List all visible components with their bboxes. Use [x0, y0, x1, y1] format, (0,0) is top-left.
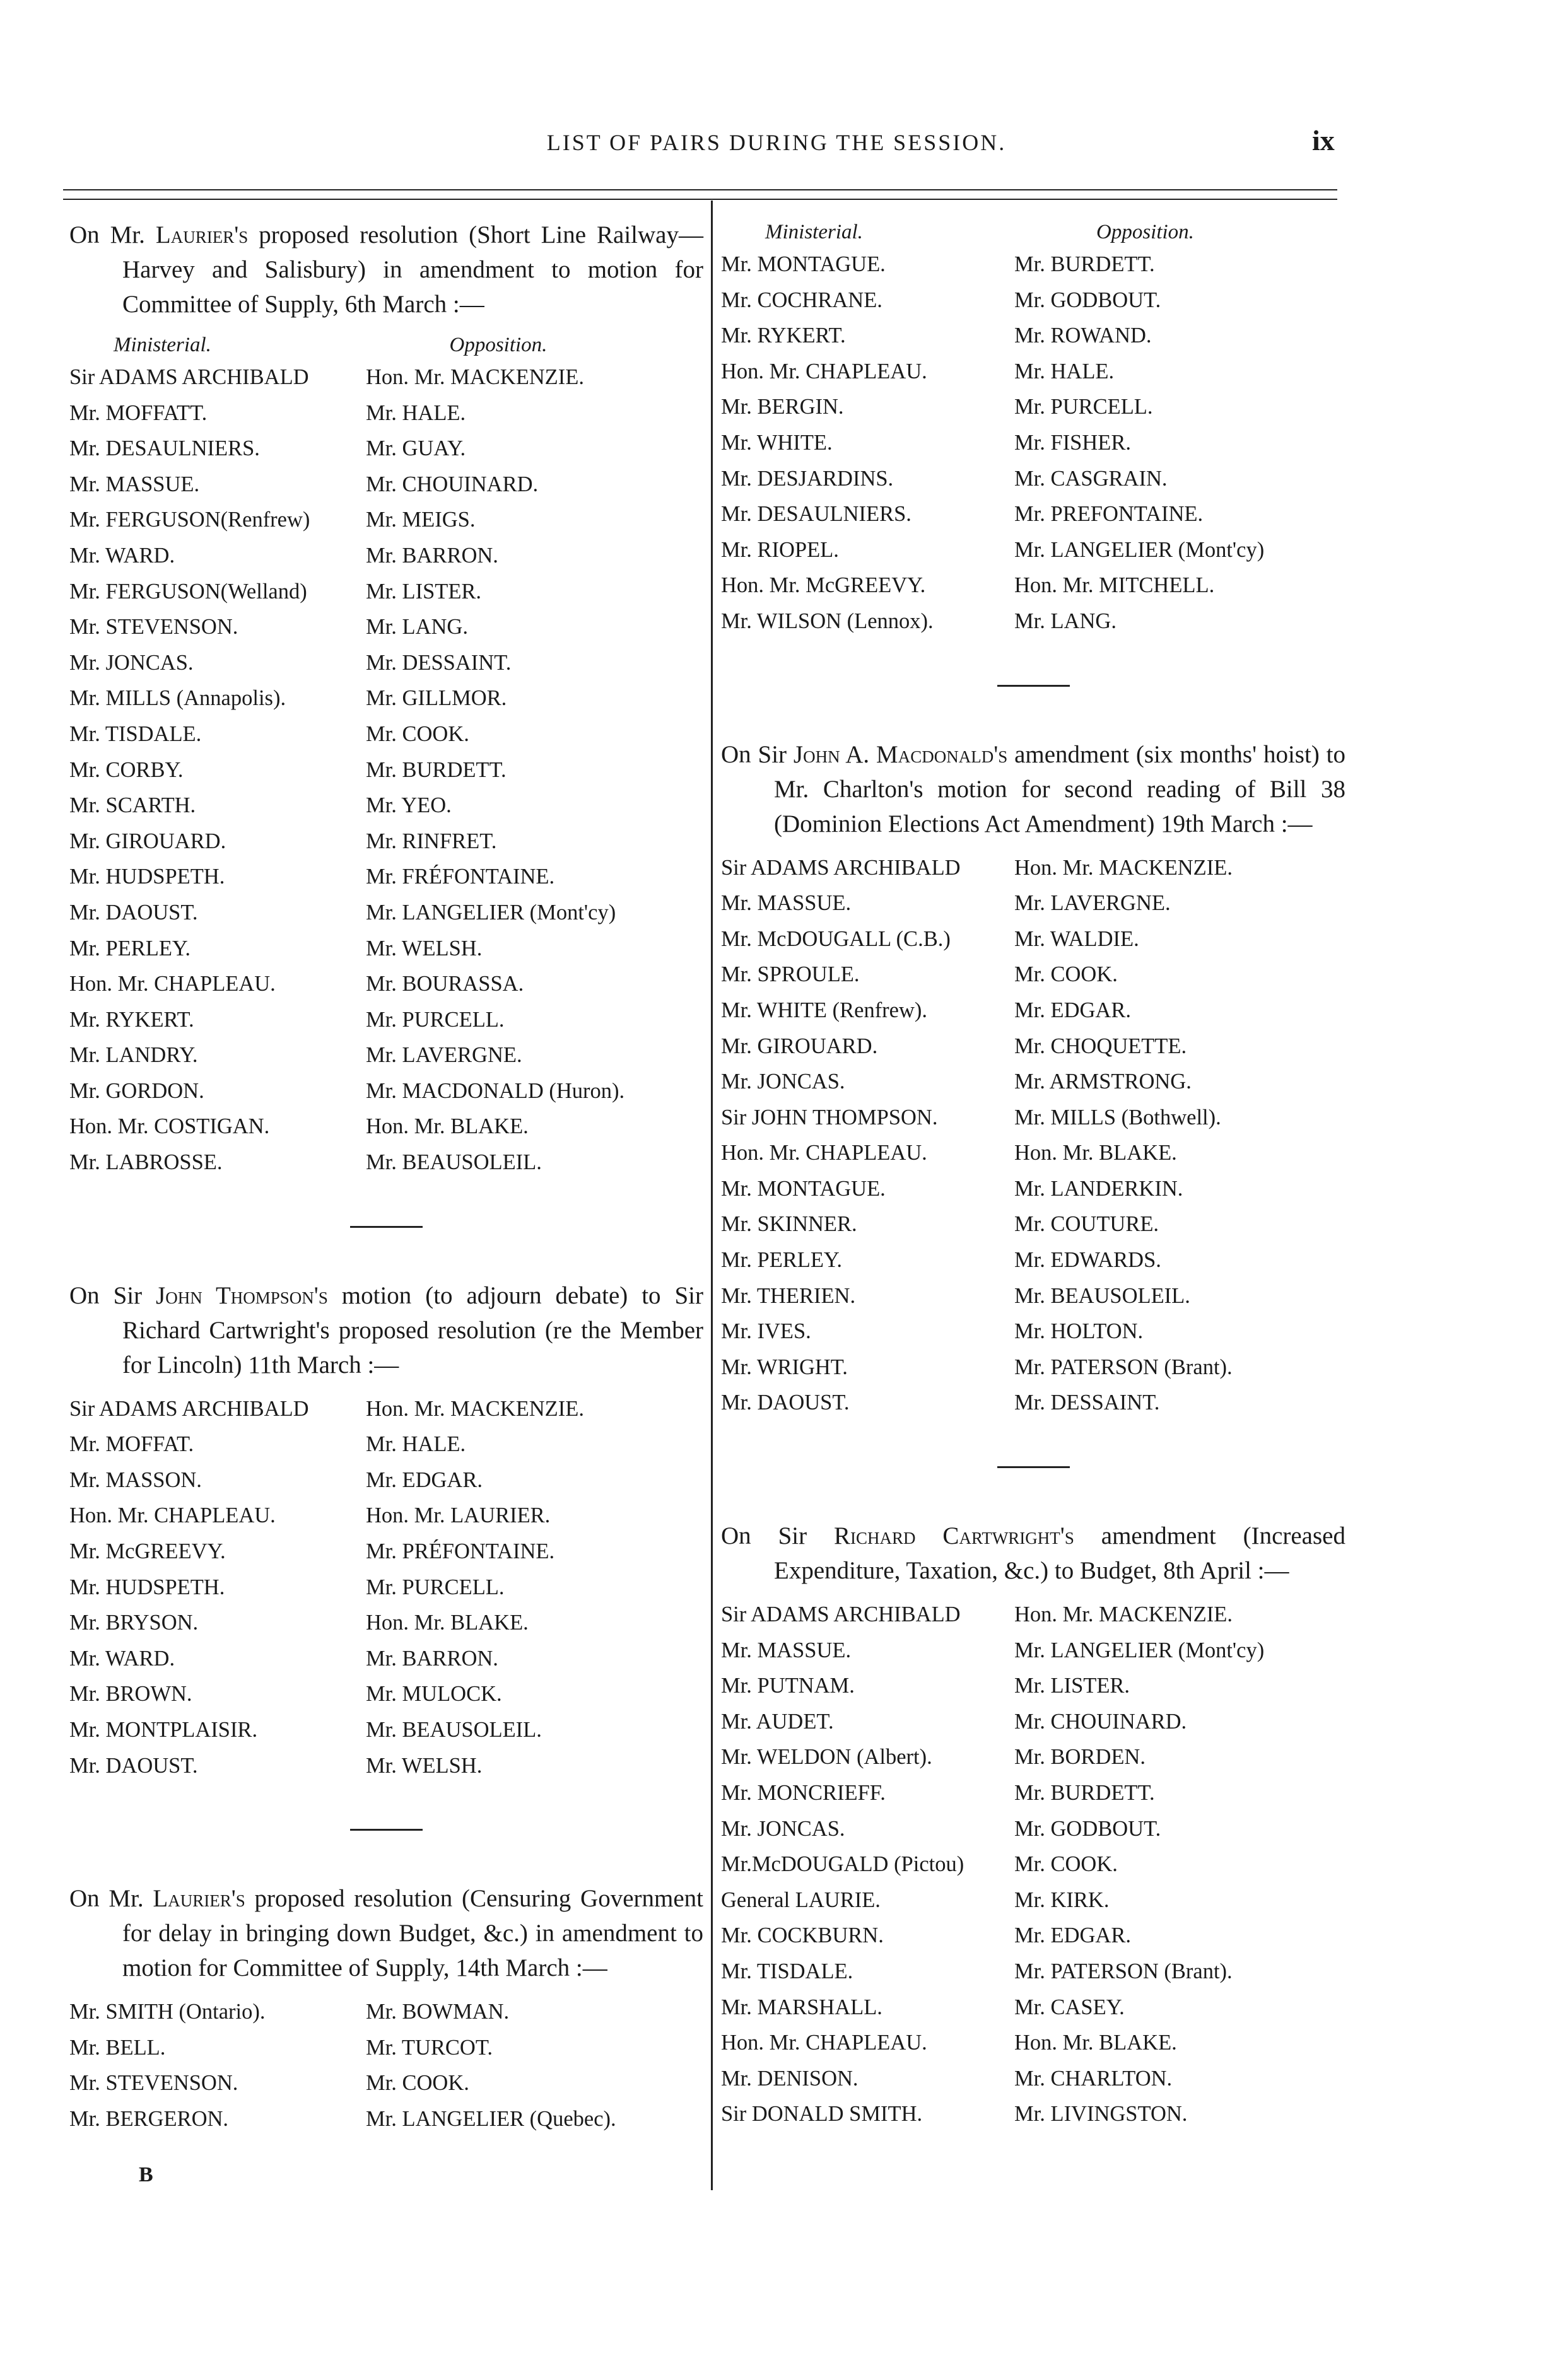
pair-row	[69, 859, 703, 895]
pair-row	[721, 1242, 1345, 1278]
ministerial-member: Mr. JONCAS.	[721, 1070, 845, 1094]
ministerial-member: Mr. WARD.	[69, 543, 175, 568]
motion-prefix: On Sir	[69, 1281, 156, 1309]
pair-row	[69, 966, 703, 1002]
pair-row	[721, 1846, 1345, 1882]
pair-row	[69, 1426, 703, 1462]
pair-row	[721, 1385, 1345, 1421]
pair-row	[69, 1676, 703, 1712]
motion-member-name: John A. Macdonald's	[793, 740, 1008, 768]
ministerial-member: Mr. RYKERT.	[69, 1007, 194, 1032]
pair-row	[69, 2065, 703, 2101]
ministerial-member: Mr. McDOUGALL (C.B.)	[721, 926, 951, 951]
motion-prefix: On Sir	[721, 740, 794, 768]
pair-row	[721, 1100, 1345, 1136]
ministerial-member: Sir ADAMS ARCHIBALD	[721, 1602, 961, 1627]
pair-row	[69, 680, 703, 716]
pair-row	[721, 1314, 1345, 1350]
ministerial-member: Mr. PERLEY.	[721, 1248, 843, 1273]
opposition-member: Mr. LANGELIER (Mont'cy)	[1014, 1638, 1265, 1662]
opposition-member: Mr. BOURASSA.	[366, 972, 524, 996]
ministerial-member: Mr. MASSON.	[69, 1467, 202, 1492]
opposition-member: Mr. YEO.	[366, 793, 452, 818]
opposition-member: Mr. PURCELL.	[366, 1575, 505, 1599]
ministerial-member: Mr. BERGIN.	[721, 395, 844, 419]
opposition-member: Mr. HALE.	[366, 1432, 466, 1457]
ministerial-member: Mr. MARSHALL.	[721, 1995, 882, 2019]
opposition-member: Mr. BEAUSOLEIL.	[1014, 1283, 1190, 1308]
pair-row	[721, 1668, 1345, 1704]
pair-row	[69, 431, 703, 467]
ministerial-member: Mr. MOFFAT.	[69, 1432, 194, 1457]
pair-row	[721, 389, 1345, 425]
pair-row	[721, 1135, 1345, 1171]
pair-row	[721, 1171, 1345, 1207]
left-column	[69, 218, 703, 2137]
opposition-member: Mr. COOK.	[366, 721, 469, 746]
pairing-section	[69, 1226, 703, 1784]
pair-row	[69, 1391, 703, 1427]
opposition-member: Mr. TURCOT.	[366, 2035, 493, 2060]
ministerial-member: Mr. DAOUST.	[721, 1391, 850, 1415]
opposition-member: Mr. PRÉFONTAINE.	[366, 1539, 555, 1564]
opposition-member: Mr. HOLTON.	[1014, 1319, 1144, 1344]
opposition-member: Mr. LANDERKIN.	[1014, 1176, 1183, 1201]
opposition-member: Mr. BARRON.	[366, 543, 498, 568]
pair-row	[69, 609, 703, 645]
opposition-member: Mr. WELSH.	[366, 936, 483, 960]
ministerial-member: Mr. RIOPEL.	[721, 537, 839, 562]
opposition-member: Mr. MILLS (Bothwell).	[1014, 1105, 1221, 1129]
opposition-member: Mr. COOK.	[1014, 1852, 1118, 1877]
ministerial-member: Mr. SPROULE.	[721, 962, 860, 987]
ministerial-member: Mr. BRYSON.	[69, 1611, 199, 1635]
opposition-member: Hon. Mr. MACKENZIE.	[366, 1396, 584, 1421]
ministerial-member: Mr. DESAULNIERS.	[721, 502, 911, 527]
pair-row	[69, 538, 703, 574]
pair-row	[721, 1206, 1345, 1242]
pair-row	[721, 1990, 1345, 2026]
pair-row	[721, 1633, 1345, 1669]
pair-row	[721, 247, 1345, 283]
ministerial-member: Mr. MASSUE.	[721, 1638, 852, 1662]
opposition-member: Mr. DESSAINT.	[366, 650, 512, 675]
ministerial-member: Hon. Mr. CHAPLEAU.	[69, 1503, 276, 1528]
opposition-member: Mr. CHOUINARD.	[1014, 1709, 1187, 1734]
ministerial-member: Mr. BROWN.	[69, 1682, 192, 1706]
opposition-member: Mr. WALDIE.	[1014, 926, 1139, 951]
pair-row	[721, 1350, 1345, 1385]
opposition-member: Mr. LISTER.	[1014, 1674, 1130, 1698]
motion-text: amendment (six months' hoist) to Mr. Charlton's motion for second reading of Bill 38 (Dominion Elections Act Amendment) 19th March :—	[774, 740, 1345, 837]
opposition-member: Mr. LAVERGNE.	[1014, 891, 1171, 916]
pair-row	[721, 604, 1345, 639]
pair-row	[721, 1739, 1345, 1775]
ministerial-member: Mr. GIROUARD.	[69, 829, 226, 853]
ministerial-member: Hon. Mr. CHAPLEAU.	[721, 1141, 927, 1165]
opposition-member: Mr. ARMSTRONG.	[1014, 1070, 1192, 1094]
opposition-member: Mr. KIRK.	[1014, 1887, 1110, 1912]
header-rule-bottom	[63, 199, 1337, 200]
ministerial-member: Mr. DESAULNIERS.	[69, 436, 260, 461]
opposition-member: Hon. Mr. MACKENZIE.	[1014, 855, 1233, 880]
ministerial-member: Mr. MONTPLAISIR.	[69, 1718, 258, 1742]
pair-row	[69, 1145, 703, 1181]
pair-row	[721, 1597, 1345, 1633]
motion-text: amendment (Increased Expenditure, Taxation, &c.) to Budget, 8th April :—	[774, 1522, 1345, 1585]
ministerial-member: Mr. JONCAS.	[721, 1816, 845, 1841]
opposition-member: Mr. BEAUSOLEIL.	[366, 1718, 542, 1742]
pair-row	[69, 931, 703, 967]
pair-row	[721, 354, 1345, 390]
ministerial-member: Sir ADAMS ARCHIBALD	[69, 365, 309, 389]
right-column	[721, 218, 1345, 2132]
ministerial-member: Mr. WARD.	[69, 1646, 175, 1671]
ministerial-member: Mr. DAOUST.	[69, 1753, 198, 1778]
ministerial-member: Mr. MONTAGUE.	[721, 252, 886, 276]
motion-description	[69, 1278, 703, 1382]
pair-row	[69, 1073, 703, 1109]
pair-row	[69, 752, 703, 788]
ministerial-member: Mr. WELDON (Albert).	[721, 1745, 932, 1770]
pair-row	[721, 2061, 1345, 2097]
opposition-member: Mr. HALE.	[366, 400, 466, 425]
opposition-member: Mr. WELSH.	[366, 1753, 483, 1778]
pair-row	[69, 359, 703, 395]
opposition-member: Mr. EDGAR.	[366, 1467, 483, 1492]
opposition-member: Mr. FRÉFONTAINE.	[366, 865, 555, 889]
opposition-member: Mr. BURDETT.	[1014, 252, 1155, 276]
ministerial-member: Mr. MILLS (Annapolis).	[69, 686, 286, 711]
ministerial-member: Sir ADAMS ARCHIBALD	[69, 1396, 309, 1421]
pair-row	[69, 1037, 703, 1073]
opposition-member: Mr. COOK.	[366, 2071, 469, 2096]
ministerial-member: Mr. BERGERON.	[69, 2106, 229, 2131]
ministerial-member: Mr. GORDON.	[69, 1078, 204, 1103]
opposition-member: Hon. Mr. MITCHELL.	[1014, 573, 1215, 598]
opposition-member: Mr. CASEY.	[1014, 1995, 1125, 2019]
opposition-member: Mr. PATERSON (Brant).	[1014, 1355, 1233, 1379]
opposition-member: Mr. MULOCK.	[366, 1682, 502, 1706]
opposition-member: Mr. CHOQUETTE.	[1014, 1034, 1187, 1058]
pair-row	[69, 824, 703, 860]
pairing-section	[721, 1466, 1345, 2132]
opposition-member: Hon. Mr. BLAKE.	[366, 1611, 529, 1635]
ministerial-member: Mr. HUDSPETH.	[69, 865, 225, 889]
opposition-member: Hon. Mr. MACKENZIE.	[1014, 1602, 1233, 1627]
pair-row	[69, 574, 703, 610]
ministerial-member: Mr. McGREEVY.	[69, 1539, 226, 1564]
opposition-member: Hon. Mr. BLAKE.	[1014, 2031, 1177, 2055]
pair-row	[721, 885, 1345, 921]
pair-row	[69, 1748, 703, 1784]
ministerial-member: Mr. AUDET.	[721, 1709, 834, 1734]
pair-row	[721, 1775, 1345, 1811]
ministerial-member: Mr. MOFFATT.	[69, 400, 208, 425]
motion-description	[721, 737, 1345, 841]
opposition-member: Mr. BARRON.	[366, 1646, 498, 1671]
opposition-member: Mr. LANG.	[366, 615, 468, 639]
ministerial-member: Mr. WHITE (Renfrew).	[721, 998, 928, 1022]
pair-row	[721, 1811, 1345, 1847]
pair-row	[721, 568, 1345, 604]
page-title: LIST OF PAIRS DURING THE SESSION.	[546, 130, 1007, 155]
ministerial-member: Mr. GIROUARD.	[721, 1034, 878, 1058]
header-rule-top	[63, 189, 1337, 190]
ministerial-member: Sir JOHN THOMPSON.	[721, 1105, 938, 1129]
ministerial-member: Sir ADAMS ARCHIBALD	[721, 855, 961, 880]
pair-row	[721, 1882, 1345, 1918]
ministerial-member: Mr. WHITE.	[721, 430, 833, 455]
pair-row	[721, 1064, 1345, 1100]
opposition-member: Mr. LANGELIER (Mont'cy)	[1014, 537, 1265, 562]
column-divider	[711, 201, 713, 2190]
pair-row	[69, 895, 703, 931]
pair-row	[721, 425, 1345, 461]
pair-row	[721, 318, 1345, 354]
ministerial-member: Mr. SCARTH.	[69, 793, 196, 818]
ministerial-member: Mr. DESJARDINS.	[721, 466, 894, 491]
motion-member-name: John Thompson's	[156, 1281, 328, 1309]
pair-row	[69, 716, 703, 752]
pair-row	[721, 461, 1345, 497]
opposition-member: Mr. MACDONALD (Huron).	[366, 1078, 625, 1103]
opposition-member: Mr. RINFRET.	[366, 829, 497, 853]
opposition-member: Mr. LAVERGNE.	[366, 1043, 522, 1068]
opposition-member: Mr. LIVINGSTON.	[1014, 2102, 1188, 2126]
opposition-member: Mr. GILLMOR.	[366, 686, 507, 711]
pair-row	[69, 1462, 703, 1498]
opposition-member: Mr. PURCELL.	[366, 1007, 505, 1032]
opposition-member: Mr. LANGELIER (Quebec).	[366, 2106, 616, 2131]
pair-row	[721, 2096, 1345, 2132]
section-separator	[350, 1226, 423, 1228]
opposition-member: Mr. EDGAR.	[1014, 1923, 1131, 1948]
opposition-member: Hon. Mr. BLAKE.	[1014, 1141, 1177, 1165]
motion-text: motion (to adjourn debate) to Sir Richard Cartwright's proposed resolution (re the Member for Lincoln) 11th March :—	[122, 1281, 703, 1379]
ministerial-member: Mr. THERIEN.	[721, 1283, 856, 1308]
motion-prefix: On Mr.	[69, 1885, 153, 1913]
ministerial-member: Mr. MASSUE.	[69, 472, 200, 496]
pair-row	[69, 1712, 703, 1748]
pair-row	[721, 283, 1345, 318]
pair-row	[721, 850, 1345, 886]
pair-row	[69, 2101, 703, 2137]
opposition-member: Mr. MEIGS.	[366, 508, 476, 532]
opposition-member: Mr. GODBOUT.	[1014, 288, 1161, 312]
ministerial-member: Mr. PERLEY.	[69, 936, 191, 960]
ministerial-member: Mr. IVES.	[721, 1319, 811, 1344]
opposition-heading: Opposition.	[1096, 221, 1194, 243]
ministerial-member: Mr. COCHRANE.	[721, 288, 882, 312]
opposition-member: Mr. CHARLTON.	[1014, 2066, 1173, 2091]
pairing-section	[69, 218, 703, 1181]
ministerial-member: Mr. CORBY.	[69, 757, 184, 782]
pair-row	[69, 395, 703, 431]
pair-row	[69, 1498, 703, 1534]
pair-row	[69, 1570, 703, 1606]
opposition-member: Mr. HALE.	[1014, 359, 1115, 383]
ministerial-member: Mr. FERGUSON(Welland)	[69, 579, 307, 604]
section-separator	[997, 685, 1070, 687]
opposition-member: Mr. CHOUINARD.	[366, 472, 539, 496]
section-separator	[997, 1466, 1070, 1468]
page-number: ix	[1312, 124, 1335, 156]
ministerial-member: Mr. MASSUE.	[721, 891, 852, 916]
pair-row	[721, 957, 1345, 993]
motion-description	[69, 218, 703, 322]
pair-row	[69, 502, 703, 538]
ministerial-member: Mr. DAOUST.	[69, 900, 198, 925]
opposition-member: Mr. DESSAINT.	[1014, 1391, 1160, 1415]
pair-row	[69, 2030, 703, 2066]
pair-row	[69, 645, 703, 681]
pair-row	[69, 1994, 703, 2030]
pair-row	[69, 1641, 703, 1677]
opposition-member: Mr. BURDETT.	[1014, 1781, 1155, 1805]
pair-row	[721, 1954, 1345, 1990]
opposition-member: Mr. CASGRAIN.	[1014, 466, 1168, 491]
pair-row	[69, 788, 703, 824]
ministerial-member: Mr. TISDALE.	[721, 1959, 853, 1983]
ministerial-member: Mr. RYKERT.	[721, 324, 846, 348]
pair-row	[721, 2025, 1345, 2061]
opposition-member: Mr. ROWAND.	[1014, 324, 1152, 348]
ministerial-member: Hon. Mr. McGREEVY.	[721, 573, 926, 598]
ministerial-member: Mr. WILSON (Lennox).	[721, 609, 934, 633]
opposition-member: Mr. COUTURE.	[1014, 1212, 1159, 1237]
motion-description	[69, 1881, 703, 1985]
ministerial-member: Mr. MONCRIEFF.	[721, 1781, 886, 1805]
pair-row	[69, 1534, 703, 1570]
opposition-member: Mr. PATERSON (Brant).	[1014, 1959, 1233, 1983]
ministerial-member: Mr. TISDALE.	[69, 721, 202, 746]
pair-row	[721, 993, 1345, 1029]
opposition-member: Mr. PREFONTAINE.	[1014, 502, 1204, 527]
opposition-member: Mr. GODBOUT.	[1014, 1816, 1161, 1841]
pair-row	[721, 1278, 1345, 1314]
ministerial-member: Mr. FERGUSON(Renfrew)	[69, 508, 310, 532]
opposition-member: Mr. EDWARDS.	[1014, 1248, 1161, 1273]
ministerial-member: Mr. STEVENSON.	[69, 615, 238, 639]
motion-prefix: On Mr.	[69, 221, 156, 248]
opposition-member: Mr. BEAUSOLEIL.	[366, 1150, 542, 1175]
ministerial-member: Hon. Mr. CHAPLEAU.	[721, 2031, 927, 2055]
opposition-member: Mr. BURDETT.	[366, 757, 507, 782]
pair-row	[721, 532, 1345, 568]
pair-row	[69, 1605, 703, 1641]
ministerial-member: Mr. WRIGHT.	[721, 1355, 848, 1379]
ministerial-member: Hon. Mr. CHAPLEAU.	[69, 972, 276, 996]
opposition-member: Mr. PURCELL.	[1014, 395, 1153, 419]
motion-prefix: On Sir	[721, 1522, 834, 1550]
ministerial-member: Hon. Mr. CHAPLEAU.	[721, 359, 927, 383]
opposition-member: Mr. LISTER.	[366, 579, 482, 604]
ministerial-member: Hon. Mr. COSTIGAN.	[69, 1114, 270, 1139]
opposition-member: Hon. Mr. LAURIER.	[366, 1503, 551, 1528]
pair-column-headings	[69, 330, 703, 359]
pairing-section	[721, 685, 1345, 1421]
ministerial-member: Mr. DENISON.	[721, 2066, 859, 2091]
ministerial-member: Mr. PUTNAM.	[721, 1674, 855, 1698]
ministerial-member: Mr. MONTAGUE.	[721, 1176, 886, 1201]
pair-row	[721, 921, 1345, 957]
ministerial-member: Mr. JONCAS.	[69, 650, 194, 675]
ministerial-member: General LAURIE.	[721, 1887, 881, 1912]
ministerial-heading: Ministerial.	[114, 334, 211, 356]
opposition-member: Hon. Mr. MACKENZIE.	[366, 365, 584, 389]
motion-member-name: Laurier's	[153, 1885, 245, 1913]
ministerial-member: Mr. SMITH (Ontario).	[69, 2000, 266, 2024]
ministerial-member: Sir DONALD SMITH.	[721, 2102, 923, 2126]
motion-text: proposed resolution (Short Line Railway—Harvey and Salisbury) in amendment to motion for Committee of Supply, 6th March :—	[122, 221, 703, 318]
opposition-member: Hon. Mr. BLAKE.	[366, 1114, 529, 1139]
ministerial-member: Mr.McDOUGALD (Pictou)	[721, 1852, 964, 1877]
pair-row	[69, 1002, 703, 1038]
signature-mark: B	[139, 2163, 153, 2186]
ministerial-member: Mr. COCKBURN.	[721, 1923, 884, 1948]
opposition-member: Mr. LANGELIER (Mont'cy)	[366, 900, 616, 925]
opposition-member: Mr. BOWMAN.	[366, 2000, 510, 2024]
ministerial-heading: Ministerial.	[765, 221, 863, 243]
opposition-member: Mr. EDGAR.	[1014, 998, 1131, 1022]
section-separator	[350, 1829, 423, 1831]
opposition-member: Mr. GUAY.	[366, 436, 466, 461]
ministerial-member: Mr. LABROSSE.	[69, 1150, 223, 1175]
opposition-member: Mr. FISHER.	[1014, 430, 1131, 455]
pair-row	[721, 1029, 1345, 1065]
pairing-section	[721, 218, 1345, 639]
pairing-section	[69, 1829, 703, 2137]
pair-row	[721, 496, 1345, 532]
ministerial-member: Mr. HUDSPETH.	[69, 1575, 225, 1599]
motion-member-name: Richard Cartwright's	[834, 1522, 1074, 1550]
ministerial-member: Mr. BELL.	[69, 2035, 166, 2060]
ministerial-member: Mr. STEVENSON.	[69, 2071, 238, 2096]
ministerial-member: Mr. LANDRY.	[69, 1043, 198, 1068]
motion-member-name: Laurier's	[155, 221, 249, 248]
pair-row	[721, 1704, 1345, 1740]
pair-column-headings	[721, 218, 1345, 247]
pair-row	[69, 467, 703, 503]
ministerial-member: Mr. SKINNER.	[721, 1212, 857, 1237]
opposition-member: Mr. BORDEN.	[1014, 1745, 1146, 1770]
opposition-member: Mr. LANG.	[1014, 609, 1116, 633]
opposition-heading: Opposition.	[449, 334, 548, 356]
opposition-member: Mr. COOK.	[1014, 962, 1118, 987]
pair-row	[69, 1109, 703, 1145]
pair-row	[721, 1918, 1345, 1954]
motion-description	[721, 1519, 1345, 1588]
motion-text: proposed resolution (Censuring Government for delay in bringing down Budget, &c.) in amendment to motion for Committee of Supply, 14th March :—	[122, 1885, 703, 1982]
